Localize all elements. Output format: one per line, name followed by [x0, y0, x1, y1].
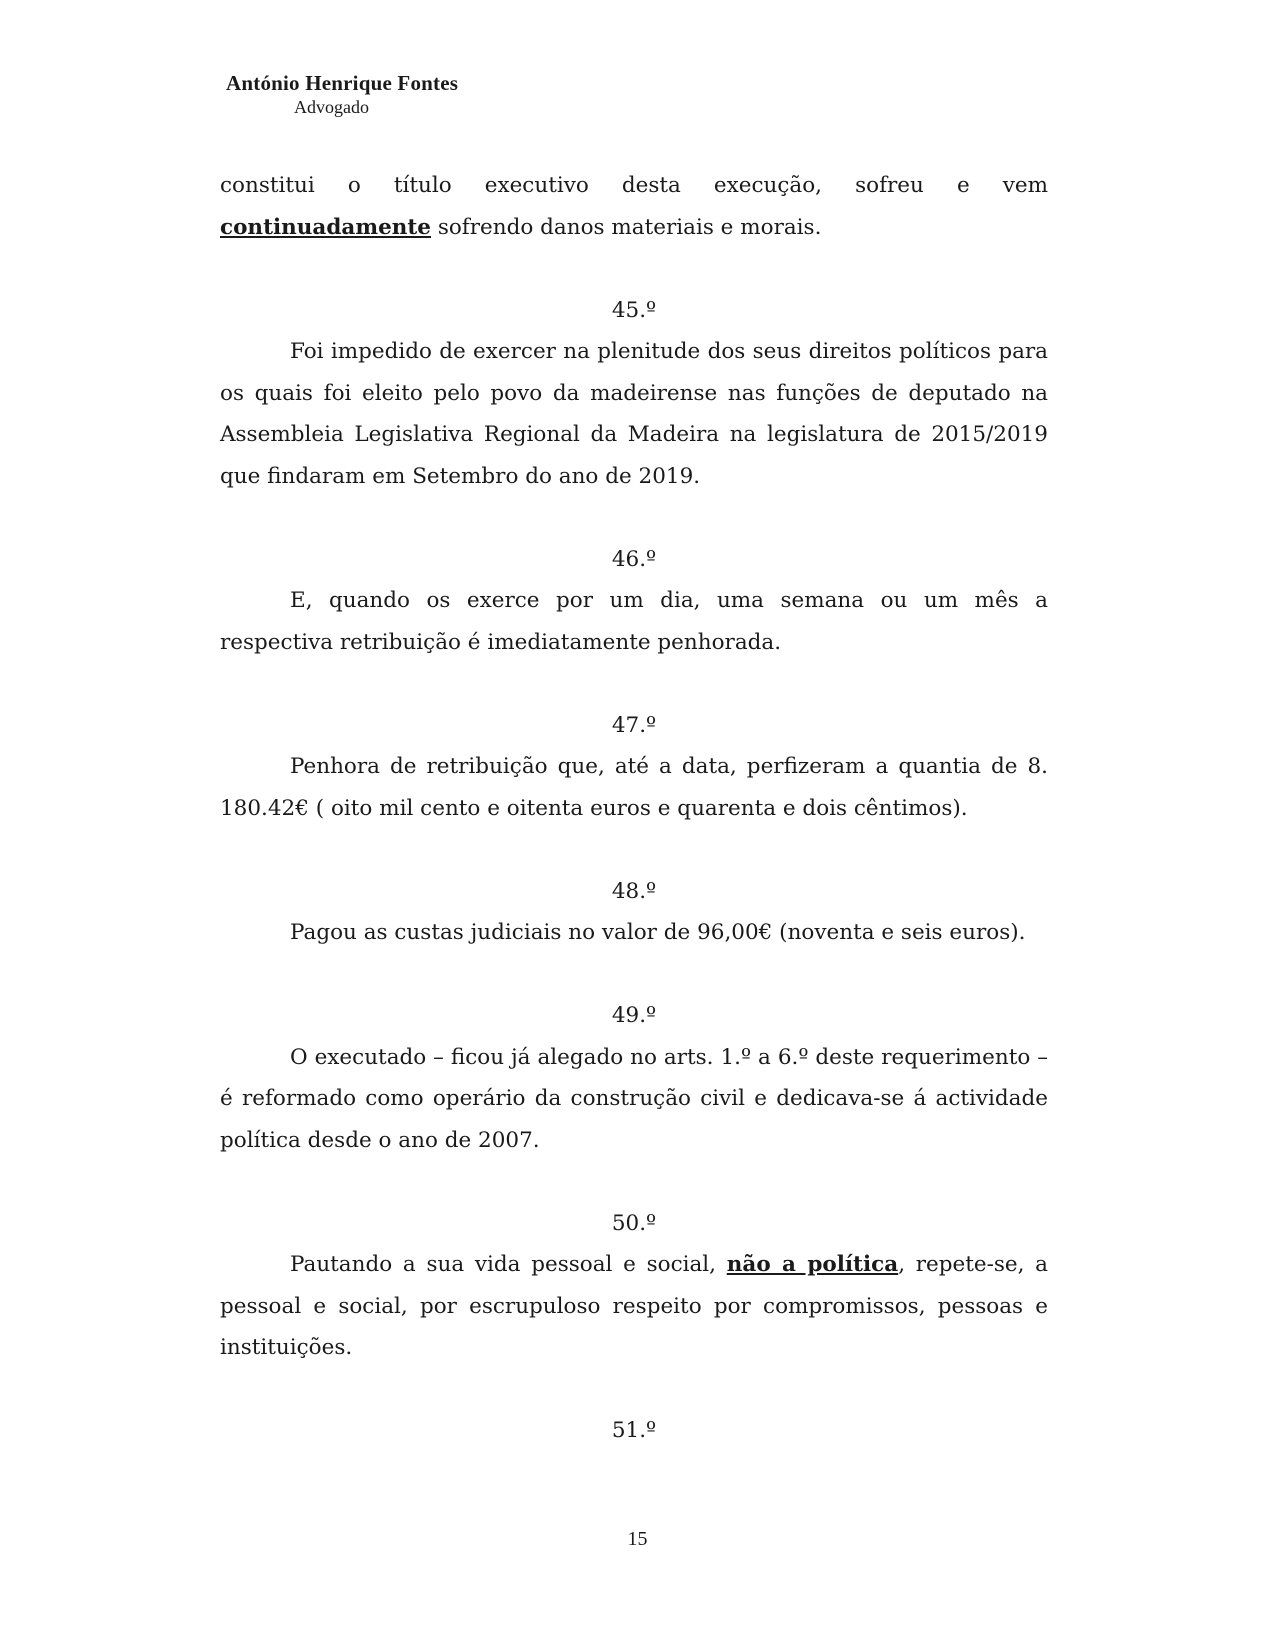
article-text-49: O executado – ficou já alegado no arts. 1.º a 6.º deste requerimento – é reformado como operário da construção civil e dedicava-se á actividade política desde o ano de 2007. [220, 1044, 1048, 1153]
lawyer-title: Advogado [294, 97, 369, 117]
article-number-46: 46.º [611, 546, 657, 572]
letterhead [226, 70, 458, 118]
page-number: 15 [627, 1528, 648, 1550]
article-number-50: 50.º [611, 1210, 657, 1236]
document-body [220, 165, 1048, 1452]
article-number-47: 47.º [611, 712, 657, 738]
text-run: sofrendo danos materiais e morais. [431, 214, 822, 240]
article-text-47: Penhora de retribuição que, até a data, perfizeram a quantia de 8. 180.42€ ( oito mil cento e oitenta euros e quarenta e dois cêntimos). [220, 754, 1048, 821]
article-number-48: 48.º [611, 878, 657, 904]
paragraph-44-continuation [220, 165, 1048, 248]
article-number-49: 49.º [611, 1003, 657, 1028]
emphasis-nao-a-politica: não a política [726, 1252, 899, 1277]
emphasis-continuadamente: continuadamente [220, 214, 431, 240]
article-text-50 [220, 1244, 1048, 1369]
lawyer-name: António Henrique Fontes [226, 71, 459, 95]
article-text-48: Pagou as custas judiciais no valor de 96,00€ (noventa e seis euros). [290, 920, 1026, 945]
text-run: Pautando a sua vida pessoal e social, [290, 1252, 727, 1277]
article-number-45: 45.º [611, 297, 657, 323]
text-run: , repete-se, a pessoal e social, por escrupuloso respeito por compromissos, pessoas e instituições. [220, 1252, 1049, 1360]
article-text-45: Foi impedido de exercer na plenitude dos seus direitos políticos para os quais foi eleito pelo povo da madeirense nas funções de deputado na Assembleia Legislativa Regional da Madeira na legislatura de 2015/2019 que findaram em Setembro do ano de 2019. [220, 339, 1048, 489]
article-number-51: 51.º [611, 1418, 657, 1443]
text-run: constitui o título executivo desta execução, sofreu e vem [220, 173, 1048, 198]
article-text-46: E, quando os exerce por um dia, uma semana ou um mês a respectiva retribuição é imediatamente penhorada. [220, 588, 1048, 655]
